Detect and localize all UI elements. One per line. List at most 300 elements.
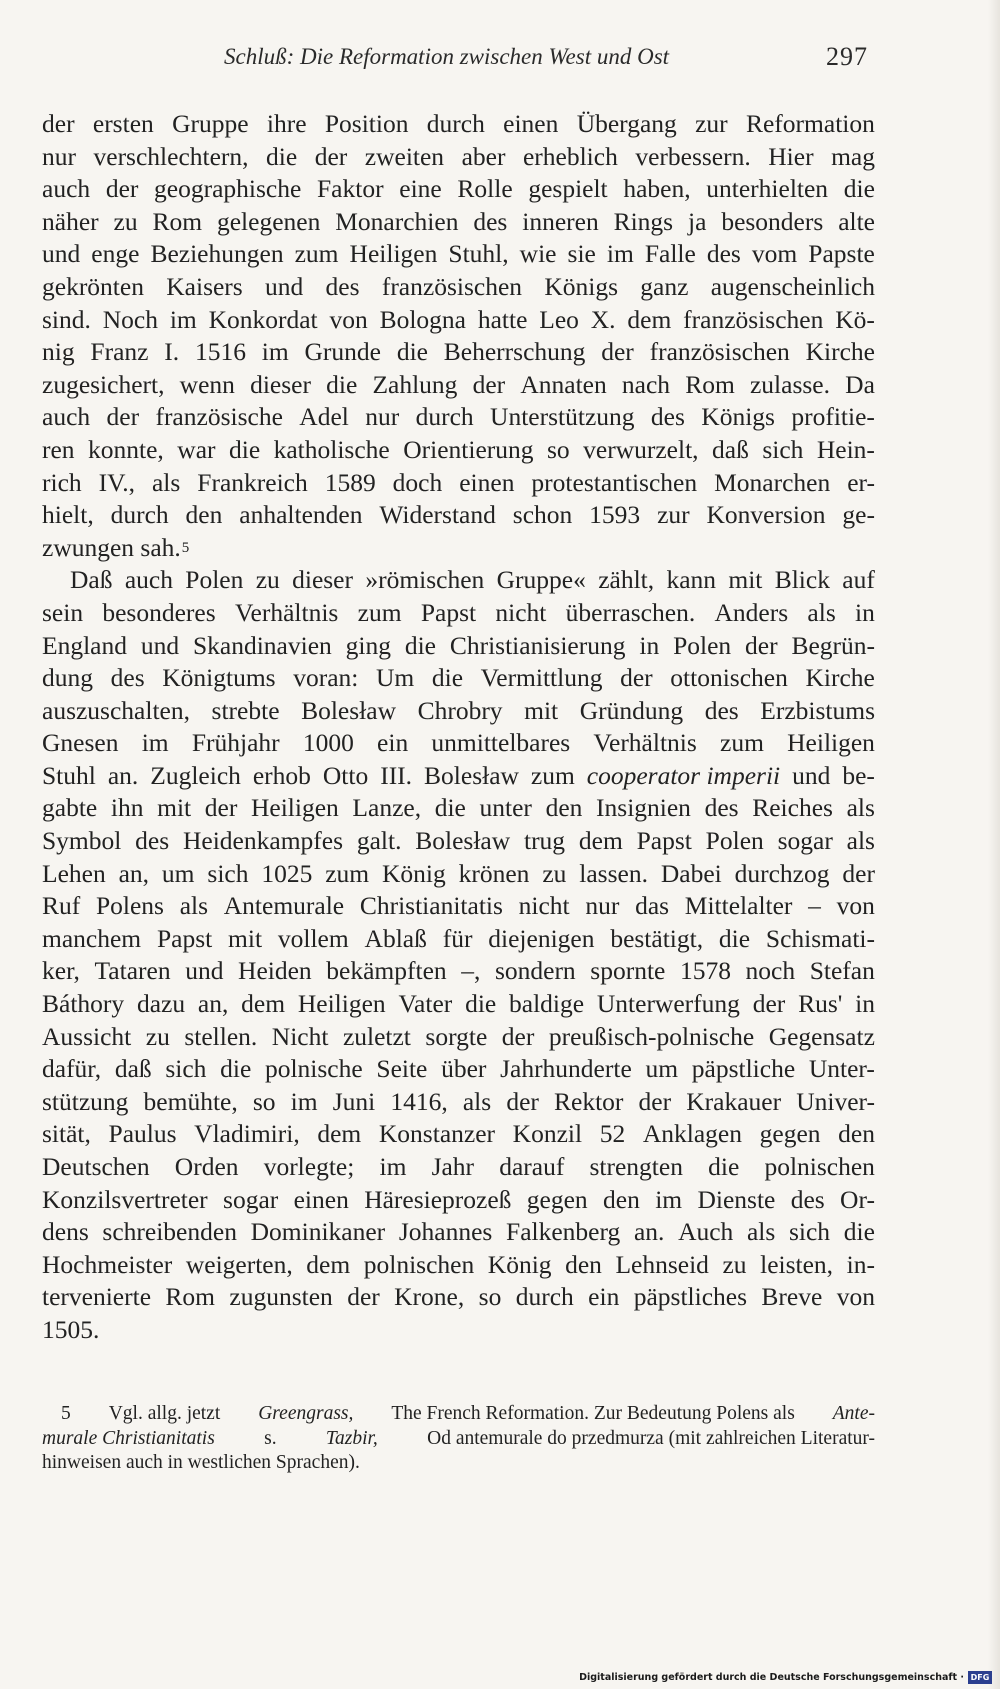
text-line <box>42 1151 875 1184</box>
footnote-line <box>42 1402 875 1427</box>
word: bestätigt, <box>610 923 704 953</box>
word: Erzbistums <box>760 695 875 725</box>
text-line <box>42 825 875 858</box>
word: strebte <box>211 695 280 725</box>
word: Verhältnis <box>234 597 339 627</box>
word: Dabei <box>660 858 722 888</box>
word: des <box>704 695 739 725</box>
word: zu <box>145 1021 170 1051</box>
word: Heidenkampfes <box>182 826 344 856</box>
word: Konzilsvertreter <box>42 1184 208 1214</box>
word: Lehen <box>42 858 106 888</box>
word: durchzog <box>734 858 830 888</box>
word: sität, <box>42 1119 91 1149</box>
word: ersten <box>92 109 154 138</box>
word: Beziehungen <box>150 239 284 269</box>
word: Da <box>845 369 875 399</box>
word: Frankreich <box>197 467 308 497</box>
word: Mittelalter <box>684 891 793 921</box>
word: und <box>185 956 224 986</box>
word: sind. <box>42 304 91 334</box>
word: 1593 <box>589 500 641 530</box>
word: Konkordat <box>208 304 318 334</box>
word: vorlegte; <box>263 1152 355 1181</box>
word: haben, <box>623 174 691 204</box>
main-text-block <box>42 108 875 1347</box>
word: den <box>603 1184 640 1214</box>
word: der <box>472 369 506 399</box>
word: der <box>638 1086 672 1116</box>
word: nur <box>585 891 620 921</box>
word: der <box>745 630 778 660</box>
word: Gnesen <box>42 728 119 758</box>
word: zugesichert, <box>42 369 165 399</box>
word: Heiligen <box>787 728 875 758</box>
word: Daß <box>70 565 113 595</box>
word: in- <box>846 1249 875 1279</box>
word: Noch <box>102 304 158 334</box>
word: zum <box>294 239 339 269</box>
word: als <box>462 1086 492 1116</box>
word: 1000 <box>302 728 354 758</box>
word: Anders <box>714 597 789 627</box>
word: 52 <box>599 1119 626 1149</box>
word: Konstanzer <box>378 1119 496 1149</box>
word: doch <box>392 467 443 497</box>
dfg-logo: DFG <box>968 1671 992 1684</box>
word: Heiden <box>238 956 312 986</box>
word: dem <box>317 1119 362 1149</box>
text-line <box>42 206 875 239</box>
word: im <box>261 337 289 367</box>
word: Reiches <box>752 793 833 823</box>
footnote-author: Tazbir, <box>325 1427 378 1449</box>
word: französischen <box>683 304 824 334</box>
word: diejenigen <box>488 923 595 953</box>
word: alte <box>838 206 875 236</box>
word: Position <box>324 109 409 138</box>
word: Papst <box>636 826 692 856</box>
word: Heiligen <box>250 793 339 823</box>
word: Faktor <box>317 174 384 204</box>
word: als <box>151 467 181 497</box>
word: Kirche <box>805 337 875 367</box>
footnote-author: Greengrass, <box>258 1403 354 1424</box>
word: im <box>655 1184 683 1214</box>
word: der <box>842 858 875 888</box>
word: der <box>752 989 786 1019</box>
word: an. <box>633 1217 665 1247</box>
word: zu <box>542 858 567 888</box>
word: unterhielten <box>706 174 829 204</box>
word: einen <box>293 1184 349 1214</box>
word: unmittelbares <box>431 728 571 758</box>
text-line <box>42 890 875 923</box>
word: X. <box>590 304 616 334</box>
word: der <box>506 1086 539 1116</box>
word: weigerten, <box>185 1249 293 1279</box>
text-line <box>42 1216 875 1249</box>
word: an, <box>118 858 150 888</box>
word: Übergang <box>576 109 677 138</box>
word: die <box>465 989 497 1019</box>
text-line <box>42 858 875 891</box>
text-line <box>42 792 875 825</box>
word: I. <box>164 337 180 367</box>
word: päpstliche <box>691 1054 796 1084</box>
word: auch <box>124 565 173 595</box>
word: in <box>639 630 660 660</box>
word: päpstliches <box>633 1282 748 1312</box>
word: Univer- <box>796 1086 875 1116</box>
word: Annaten <box>520 369 607 399</box>
word: um <box>161 858 195 888</box>
footnote-marker: 5 <box>181 539 190 556</box>
word: zu <box>255 565 280 595</box>
word: profitie- <box>791 402 875 432</box>
word: –, <box>461 956 481 986</box>
word: Unter- <box>808 1054 875 1084</box>
word: vollem <box>277 923 349 953</box>
word: den <box>185 500 223 530</box>
text-line <box>42 564 875 597</box>
word: im <box>606 239 634 269</box>
word: wenn <box>179 369 235 399</box>
word: Gruppe« <box>496 565 586 595</box>
word: über <box>441 1054 487 1084</box>
word: IV., <box>98 467 135 497</box>
word: Grunde <box>304 337 381 367</box>
word: die <box>708 1152 740 1181</box>
word: zu <box>722 1249 747 1279</box>
word: von <box>836 891 875 921</box>
word: Rom <box>152 206 203 236</box>
word: nach <box>621 369 671 399</box>
word: Otto <box>322 760 369 790</box>
footnote-text: Od antemurale do przedmurza (mit zahlreichen Literatur- <box>427 1427 875 1449</box>
word: dung <box>42 663 93 693</box>
word: die <box>228 434 261 464</box>
text-line <box>42 499 875 532</box>
text-line <box>42 727 875 760</box>
word: der <box>620 663 653 693</box>
word: sie <box>567 239 596 269</box>
word: stützung <box>42 1086 129 1116</box>
word: sogar <box>777 826 833 856</box>
word: 1589 <box>324 467 376 497</box>
word: der <box>347 1282 380 1312</box>
word: Rus' <box>798 989 843 1019</box>
word: zählt, <box>598 565 655 595</box>
word: dem <box>627 304 672 334</box>
word: des <box>110 663 145 693</box>
word: des <box>790 1184 825 1214</box>
word: ja <box>688 206 707 236</box>
word: verbessern. <box>635 141 751 171</box>
word: ein <box>377 728 409 758</box>
text-line <box>42 1281 875 1314</box>
italic-term: cooperator imperii <box>586 760 781 790</box>
word: hielt, <box>42 500 94 530</box>
word: strengten <box>589 1152 683 1181</box>
word: gespielt <box>528 174 608 204</box>
word: Königtums <box>162 663 276 693</box>
word: die <box>843 174 875 204</box>
word: mit <box>157 793 192 823</box>
word: zum <box>357 597 402 627</box>
word: nur <box>42 141 76 171</box>
word: zum <box>530 760 575 790</box>
word: vom <box>751 239 798 269</box>
word: ihn <box>110 793 144 823</box>
word: England <box>42 630 127 660</box>
word: sein <box>42 597 84 627</box>
word: Symbol <box>42 826 122 856</box>
word: in <box>855 597 875 627</box>
word: die <box>266 141 298 171</box>
word: kann <box>666 565 717 595</box>
word: Vater <box>398 989 453 1019</box>
text-line <box>42 369 875 402</box>
word: von <box>836 1282 875 1312</box>
word: so <box>252 1086 276 1116</box>
footnote-line <box>42 1427 875 1452</box>
word: die <box>220 1054 252 1084</box>
word: Rom <box>685 369 735 399</box>
word: sich <box>165 1054 207 1084</box>
text-line <box>42 1249 875 1282</box>
word: durch <box>515 1282 574 1312</box>
word: dem <box>578 826 623 856</box>
word: hatte <box>477 304 528 334</box>
word: besonders <box>721 206 824 236</box>
word: an, <box>197 989 229 1019</box>
footnote-text: hinweisen auch in westlichen Sprachen). <box>42 1452 360 1473</box>
word: zum <box>325 858 370 888</box>
word: Orientierung <box>403 434 534 464</box>
text-line <box>42 434 875 467</box>
word: auf <box>842 565 875 595</box>
word: daß <box>712 434 749 464</box>
word: um <box>645 1054 679 1084</box>
footnote-text: The French Reformation. Zur Bedeutung Polens als <box>391 1403 795 1424</box>
word: der <box>314 141 348 171</box>
word: Hochmeister <box>42 1249 173 1279</box>
word: von <box>329 304 368 334</box>
word: ging <box>345 630 391 660</box>
digitization-credit: Digitalisierung gefördert durch die Deutsche Forschungsgemeinschaft · <box>579 1672 964 1683</box>
word: Hier <box>768 141 814 171</box>
word: lassen. <box>579 858 648 888</box>
word: polnische <box>264 1054 363 1084</box>
word: darauf <box>499 1152 565 1181</box>
word: durch <box>426 109 485 138</box>
scan-page-edge <box>988 0 1000 1689</box>
word: König <box>382 858 446 888</box>
word: erheblich <box>522 141 618 171</box>
word: auch <box>42 174 91 204</box>
word: und <box>265 271 304 301</box>
word: Papste <box>808 239 875 269</box>
word: Ruf <box>42 891 81 921</box>
word: bemühte, <box>143 1086 238 1116</box>
word: Rolle <box>457 174 513 204</box>
text-line <box>42 401 875 434</box>
word: katholische <box>273 434 390 464</box>
word: Ablaß <box>364 923 427 953</box>
word: Zahlung <box>372 369 458 399</box>
word: polnischen <box>363 1249 475 1279</box>
word: Antemurale <box>223 891 345 921</box>
word: rich <box>42 467 82 497</box>
word: ottonischen <box>670 663 788 693</box>
word: zugunsten <box>229 1282 333 1312</box>
word: König <box>487 1249 552 1279</box>
word: 1516 <box>194 337 246 367</box>
word: das <box>635 891 670 921</box>
word: gegen <box>759 1119 821 1149</box>
word: Johannes <box>398 1217 493 1247</box>
word: Kö- <box>835 304 875 334</box>
word: 1578 <box>679 956 731 986</box>
word: Vermittlung <box>480 663 603 693</box>
word: Kirche <box>805 663 875 693</box>
text-line <box>42 238 875 271</box>
word: Christianitatis <box>359 891 503 921</box>
text-line <box>42 988 875 1021</box>
word: Anklagen <box>642 1119 742 1149</box>
text-line <box>42 108 875 141</box>
word: – <box>808 891 821 921</box>
word: Chrobry <box>417 695 503 725</box>
text-line <box>42 173 875 206</box>
word: Juni <box>332 1086 376 1116</box>
word: Stuhl, <box>448 239 509 269</box>
word: Bolesław <box>424 760 519 790</box>
word: zweiten <box>364 141 445 171</box>
text-line <box>42 760 875 793</box>
word: erhob <box>252 760 311 790</box>
word: mit <box>228 923 263 953</box>
word: Paulus <box>108 1119 177 1149</box>
word: näher <box>42 206 99 236</box>
word: Krone, <box>394 1282 465 1312</box>
footnote-line <box>42 1451 875 1476</box>
word: spornte <box>590 956 666 986</box>
word: trug <box>523 826 566 856</box>
page-number: 297 <box>826 42 868 71</box>
word: französischen <box>649 337 790 367</box>
word: zu <box>113 206 138 236</box>
word: Or- <box>840 1184 875 1214</box>
word: auszuschalten, <box>42 695 190 725</box>
word: als <box>807 597 836 627</box>
footnote-italic-term: murale Christianitatis <box>42 1427 215 1449</box>
word: ganz <box>640 271 689 301</box>
text-line <box>42 630 875 663</box>
word: Gründung <box>579 695 684 725</box>
word: sich <box>788 1217 831 1247</box>
word: Rings <box>613 206 674 236</box>
word: leisten, <box>760 1249 834 1279</box>
word: für <box>442 923 473 953</box>
word: die <box>404 630 436 660</box>
text-line <box>42 1086 875 1119</box>
word: Aussicht <box>42 1021 132 1051</box>
word: die <box>431 663 464 693</box>
word: des <box>325 271 360 301</box>
word: Christianisierung <box>449 630 626 660</box>
word: Zugleich <box>150 760 241 790</box>
word: Franz <box>90 337 149 367</box>
word: des <box>706 239 741 269</box>
word: im <box>141 728 169 758</box>
word: sondern <box>494 956 576 986</box>
word: zuletzt <box>342 1021 411 1051</box>
word: die <box>434 793 466 823</box>
footnote-text: Vgl. allg. jetzt <box>108 1403 221 1424</box>
word: der <box>106 402 140 432</box>
word: III. <box>380 760 413 790</box>
word: Monarchen <box>714 467 831 497</box>
word: Kaisers <box>166 271 243 301</box>
word: dens <box>42 1217 89 1247</box>
word: die <box>396 337 428 367</box>
word: Bolesław <box>415 826 511 856</box>
word: 1416, <box>390 1086 448 1116</box>
word: sogar <box>223 1184 279 1214</box>
word: bekämpften <box>326 956 447 986</box>
word: des <box>135 826 170 856</box>
word: Skandinavien <box>192 630 332 660</box>
word: Unterwerfung <box>596 989 740 1019</box>
word: so <box>546 434 570 464</box>
word: als <box>846 793 875 823</box>
word: Rektor <box>554 1086 624 1116</box>
word: war <box>177 434 216 464</box>
word: Unterstützung <box>490 402 635 432</box>
word: 1025 <box>261 858 313 888</box>
word: daß <box>114 1054 152 1084</box>
word: französischen <box>381 271 523 301</box>
word: dieser <box>250 369 311 399</box>
word: der <box>501 1021 535 1051</box>
word: unter <box>479 793 532 823</box>
word: Frühjahr <box>191 728 280 758</box>
text-line <box>42 955 875 988</box>
word: verschlechtern, <box>93 141 249 171</box>
word: Gruppe <box>172 109 249 138</box>
word: Widerstand <box>379 500 496 530</box>
word: Bologna <box>379 304 466 334</box>
word: ker, <box>42 956 80 986</box>
word: im <box>169 304 197 334</box>
word: voran: <box>293 663 359 693</box>
word: Beherrschung <box>443 337 586 367</box>
word: Nicht <box>271 1021 329 1051</box>
word: Breve <box>761 1282 823 1312</box>
word: so <box>478 1282 502 1312</box>
word: einen <box>503 109 559 138</box>
word: und <box>140 630 180 660</box>
text-line <box>42 1118 875 1151</box>
word: Heiligen <box>349 239 438 269</box>
word: eine <box>399 174 442 204</box>
word: nicht <box>518 891 570 921</box>
word: Polens <box>95 891 164 921</box>
word: gekrönten <box>42 271 144 301</box>
word: zur <box>695 109 728 138</box>
